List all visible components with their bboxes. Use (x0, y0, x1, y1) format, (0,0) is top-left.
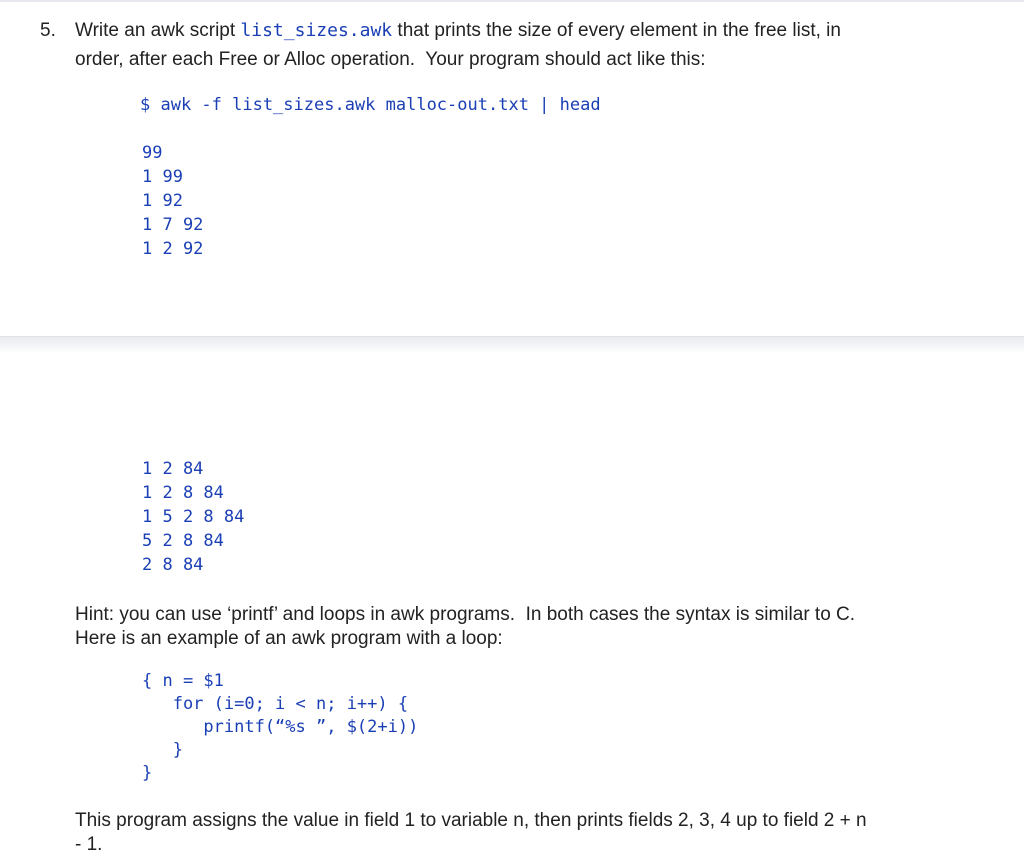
top-strip (0, 0, 1024, 2)
output-line: 99 (142, 143, 163, 163)
question-line-2: order, after each Free or Alloc operation. Your program should act like this: (75, 49, 706, 70)
code-line: } (142, 740, 183, 760)
output-line: 1 2 8 84 (142, 483, 224, 503)
question-line-1 (75, 20, 841, 42)
code-line: for (i=0; i < n; i++) { (142, 694, 409, 714)
explanation-line-1: This program assigns the value in field 1 to variable n, then prints fields 2, 3, 4 up to field 2 + n (75, 810, 867, 831)
explanation-line-2: - 1. (75, 834, 103, 855)
shell-command: $ awk -f list_sizes.awk malloc-out.txt | head (140, 95, 601, 115)
output-line: 2 8 84 (142, 555, 204, 575)
output-line: 1 92 (142, 191, 183, 211)
output-line: 1 2 84 (142, 459, 204, 479)
hint-line-1: Hint: you can use ‘printf’ and loops in awk programs. In both cases the syntax is similar to C. (75, 604, 856, 625)
hint-line-2: Here is an example of an awk program with a loop: (75, 628, 503, 649)
output-line: 1 7 92 (142, 215, 204, 235)
code-line: } (142, 763, 153, 783)
output-line: 5 2 8 84 (142, 531, 224, 551)
question-number: 5. (40, 20, 56, 41)
code-line: printf(“%s ”, $(2+i)) (142, 717, 419, 737)
code-line: { n = $1 (142, 671, 224, 691)
output-line: 1 5 2 8 84 (142, 507, 245, 527)
question-text-start: Write an awk script (75, 20, 241, 41)
output-line: 1 2 92 (142, 239, 204, 259)
output-line: 1 99 (142, 167, 183, 187)
question-text-end: that prints the size of every element in the free list, in (392, 20, 841, 41)
page-break-divider (0, 336, 1024, 353)
script-name: list_sizes.awk (240, 20, 393, 41)
